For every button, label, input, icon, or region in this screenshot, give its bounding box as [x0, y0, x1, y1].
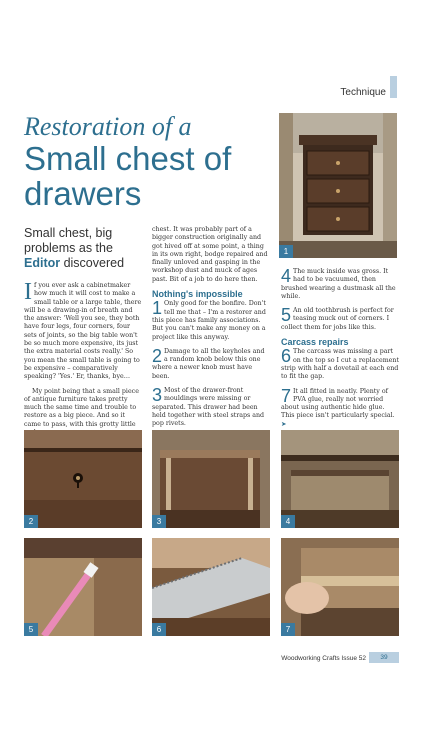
section-tag-bar — [390, 76, 397, 98]
step-number-3: 3 — [152, 387, 163, 406]
drop-cap: I — [24, 282, 32, 305]
photo-3-number: 3 — [152, 515, 166, 528]
step-text-4: The muck inside was gross. It had to be vacuumed, then brushed wearing a dustmask all the while. — [281, 268, 396, 300]
photo-7-number: 7 — [281, 623, 295, 636]
standfirst-text: Small chest, big problems as the — [24, 226, 113, 255]
body-column-3 — [281, 268, 399, 435]
section-tag: Technique — [340, 87, 386, 98]
photo-4-interior — [281, 430, 399, 528]
body-column-1 — [24, 282, 142, 443]
photo-5-toothbrush — [24, 538, 142, 636]
step-5 — [281, 307, 399, 332]
step-text-7: It all fitted in neatly. Plenty of PVA glue, really not worried about using authentic hide glue. This piece isn't particularly special. — [281, 387, 395, 420]
step-6 — [281, 348, 399, 381]
standfirst-editor: Editor — [24, 256, 61, 270]
paragraph-1: f you ever ask a cabinetmaker how much it will cost to make a small table or a large table, there will be a drawing-in of breath and the answer: 'Well you see, they both have four legs, four corners, four sets of joints, so the big table won't be so much more expensive, its just the extra material costs really.' So you mean the small table is going to be expensive – comparatively speaking? 'Yes.' Er, thanks, bye… — [24, 282, 142, 381]
step-number-5: 5 — [281, 307, 292, 326]
photo-2-image — [24, 430, 142, 528]
standfirst-end: discovered — [60, 256, 125, 270]
photo-2-number: 2 — [24, 515, 38, 528]
photo-2-keyhole — [24, 430, 142, 528]
photo-1-chest — [279, 113, 397, 258]
photo-6-image — [152, 538, 270, 636]
photo-7-image — [281, 538, 399, 636]
step-number-4: 4 — [281, 268, 292, 286]
step-text-3: Most of the drawer-front mouldings were missing or separated. This drawer had been held together with steel straps and pop rivets. — [152, 387, 265, 428]
step-text-5: An old toothbrush is perfect for teasing muck out of corners. I collect them for jobs like this. — [281, 307, 394, 331]
step-7 — [281, 388, 399, 429]
photo-5-image — [24, 538, 142, 636]
photo-4-image — [281, 430, 399, 528]
step-number-7: 7 — [281, 387, 292, 406]
paragraph-intro — [24, 282, 142, 382]
step-number-6: 6 — [281, 348, 292, 367]
title-line-2: Small chest of drawers — [24, 140, 232, 212]
photo-7-fitted-strip — [281, 538, 399, 636]
heading-carcass-repairs: Carcass repairs — [281, 337, 349, 348]
photo-3-drawer-front — [152, 430, 270, 528]
step-4 — [281, 268, 399, 301]
footer-magazine-issue: Woodworking Crafts Issue 52 — [281, 655, 366, 662]
step-number-2: 2 — [152, 347, 163, 366]
standfirst — [24, 226, 144, 271]
step-1 — [152, 300, 270, 341]
photo-6-saw — [152, 538, 270, 636]
step-3 — [152, 387, 270, 428]
photo-6-number: 6 — [152, 623, 166, 636]
heading-nothings-impossible: Nothing's impossible — [152, 289, 243, 300]
title-line-1: Restoration of a — [24, 112, 192, 141]
step-2 — [152, 348, 270, 381]
step-text-6: The carcass was missing a part on the top so I cut a replacement strip with half a dovetail at each end to fit the gap. — [281, 348, 399, 381]
photo-5-number: 5 — [24, 623, 38, 636]
step-number-1: 1 — [152, 300, 163, 319]
photo-1-number: 1 — [279, 245, 293, 258]
paragraph-continued: chest. It was probably part of a bigger construction originally and got hived off at some point, a thing in its own right, bodge repaired and finally unloved and gasping in the workshop dust and muck of ages past. Bit of a job to do here then. — [152, 226, 268, 283]
continue-arrow-icon: ➤ — [281, 420, 287, 428]
page-number: 39 — [369, 652, 399, 663]
photo-1-image — [279, 113, 397, 258]
photo-4-number: 4 — [281, 515, 295, 528]
step-text-1: Only good for the bonfire. Don't tell me that – I'm a restorer and this piece has family associations. But you can't make any money on a project like this anyway. — [152, 300, 266, 341]
photo-3-image — [152, 430, 270, 528]
paragraph-2: My point being that a small piece of antique furniture takes pretty much the same time and trouble to restore as a big piece. And so it came to pass, with this grotty little — [24, 387, 139, 428]
body-column-2 — [152, 226, 270, 435]
step-text-2: Damage to all the keyholes and a random knob below this one where a newer knob must have been. — [152, 347, 265, 380]
